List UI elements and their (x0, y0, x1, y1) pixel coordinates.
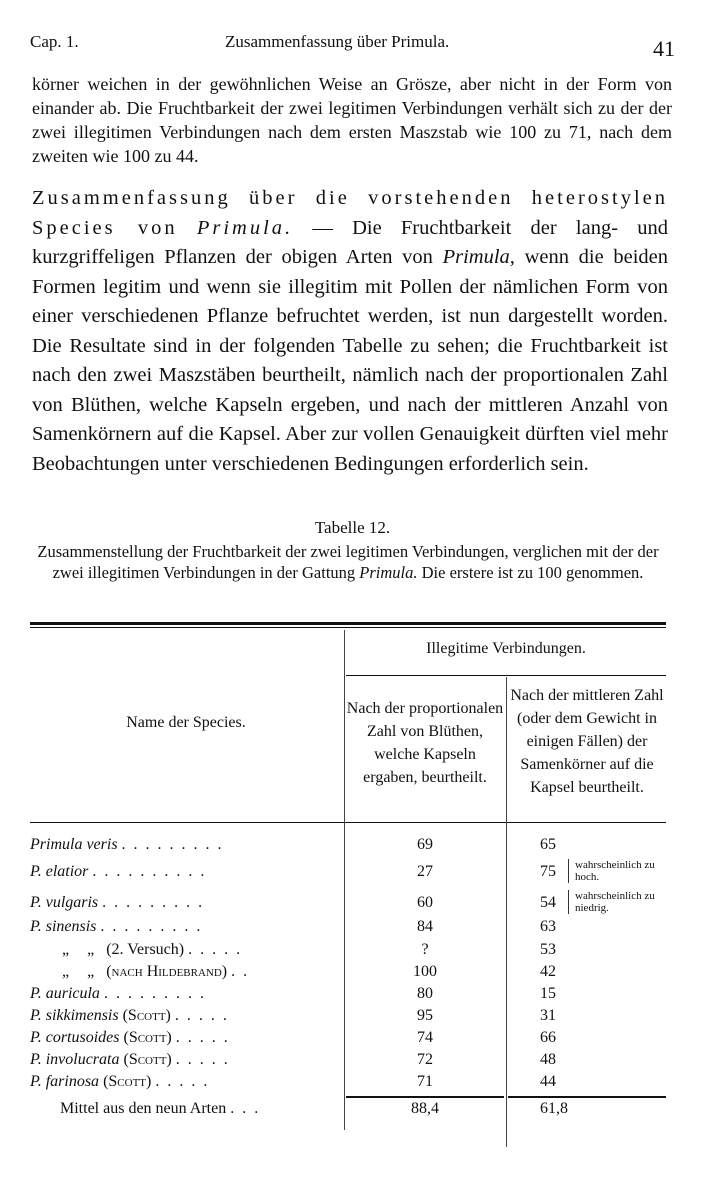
value-seeds: 31 (540, 1007, 556, 1024)
species-author: (Scott) (123, 1051, 172, 1068)
value-proportional: 71 (417, 1073, 433, 1090)
value-proportional: 95 (417, 1007, 433, 1024)
mean-rule-col2 (508, 1096, 666, 1098)
row-note: wahrscheinlich zu hoch. (568, 859, 671, 883)
summary-paragraph (32, 184, 668, 479)
value-proportional: 74 (417, 1029, 433, 1046)
species-note: (nach Hildebrand) (106, 963, 228, 980)
summary-heading: Zusammenfassung über die vorstehenden heterostylen Species von (32, 187, 668, 239)
species-note: (2. Versuch) (106, 941, 185, 958)
value-proportional: 60 (417, 894, 433, 911)
species-name: P. elatior (30, 863, 89, 880)
page-header (30, 28, 675, 61)
table-header-proportional: Nach der proportionalen Zahl von Blüthen, welche Kapseln ergaben, beurtheilt. (346, 700, 504, 786)
table-caption-a: Zusammenstellung der Fruchtbarkeit der zwei legitimen Verbindungen, verglichen mit der der zwei illegitimen Verbindungen in der Gattung (37, 542, 659, 582)
ditto-marks: „ „ (62, 941, 95, 958)
table-header-illegitime: Illegitime Verbindungen. (426, 640, 586, 657)
species-name: P. sikkimensis (30, 1007, 119, 1024)
value-seeds: 66 (540, 1029, 556, 1046)
value-seeds: 53 (540, 941, 556, 958)
paragraph-continuation: körner weichen in der gewöhnlichen Weise an Grösze, aber nicht in der Form von einander ab. Die Fruchtbarkeit der zwei legitimen Verbindungen verhält sich zu der der zwei illegitimen Verbindungen nach dem ersten Maszstab wie 100 zu 71, nach dem zweiten wie 100 zu 44. (32, 74, 672, 166)
table-top-rule-thick (30, 622, 666, 625)
table-row: P. auricula ......... 80 15 (30, 985, 556, 1002)
table-row: P. cortusoides (Scott) ..... 74 66 (30, 1029, 556, 1046)
value-seeds: 48 (540, 1051, 556, 1068)
table-header-bottom-rule (30, 822, 666, 823)
table-row: P. involucrata (Scott) ..... 72 48 (30, 1051, 556, 1068)
species-author: (Scott) (123, 1029, 172, 1046)
value-proportional: 80 (417, 985, 433, 1002)
value-seeds: 15 (540, 985, 556, 1002)
value-proportional: 72 (417, 1051, 433, 1068)
running-title: Zusammenfassung über Primula. (225, 32, 450, 51)
value-seeds: 75 (540, 863, 556, 880)
mean-label: Mittel aus den neun Arten (60, 1100, 227, 1117)
summary-body-genus: Primula, (442, 246, 515, 268)
species-author: (Scott) (122, 1007, 171, 1024)
summary-body-rest: wenn die beiden Formen legitim und wenn sie illegitim mit Pollen der nämlichen Form von einer verschiedenen Pflanze befruchtet werden, ist nun dargestellt worden. Die Resultate sind in der folgenden Tabelle zu sehen; die Fruchtbarkeit ist nach den zwei Maszstäben beurtheilt, nämlich nach der proportionalen Zahl von Blüthen, welche Kapseln ergeben, und nach der mittleren Anzahl von Samenkörnern auf die Kapsel. Aber zur vollen Genauigkeit dürften viel mehr Beobachtungen unter verschiedenen Bedingungen erforderlich sein. (32, 246, 669, 475)
summary-body: — Die Fruchtbarkeit der lang- und kurzgriffeligen Pflanzen der obigen Arten von (32, 216, 669, 268)
page-number: 41 (653, 36, 675, 61)
mean-value-proportional: 88,4 (411, 1100, 439, 1117)
table-row: P. farinosa (Scott) ..... 71 44 (30, 1073, 556, 1090)
value-seeds: 44 (540, 1073, 556, 1090)
table-row: P. elatior .......... 27 75 wahrscheinlich zu hoch. (0, 863, 705, 885)
mean-rule-col1 (346, 1096, 504, 1098)
species-name: P. auricula (30, 985, 100, 1002)
table-row: Primula veris ......... 69 65 (30, 836, 556, 853)
table-row: P. vulgaris ......... 60 54 wahrscheinlich zu niedrig. (0, 894, 705, 916)
value-seeds: 54 (540, 894, 556, 911)
table-title: Tabelle 12. (314, 518, 391, 537)
table-top-rule-thin (30, 627, 666, 628)
species-author: (Scott) (103, 1073, 152, 1090)
ditto-marks: „ „ (62, 963, 95, 980)
species-name: P. farinosa (30, 1073, 100, 1090)
table-caption-b: Die erstere ist zu 100 genommen. (421, 563, 644, 582)
value-proportional: 27 (417, 863, 433, 880)
species-name: P. involucrata (30, 1051, 120, 1068)
value-proportional: 69 (417, 836, 433, 853)
value-seeds: 65 (540, 836, 556, 853)
table-header-seed-count: Nach der mittleren Zahl (oder dem Gewicht in einigen Fällen) der Samenkörner auf die Kapsel beurtheilt. (510, 687, 664, 796)
species-name: Primula veris (30, 836, 118, 853)
table-header-name: Name der Species. (126, 714, 246, 731)
value-proportional: ? (421, 941, 429, 958)
table-row: „ „ (nach Hildebrand) .. 100 42 (0, 963, 705, 985)
row-note: wahrscheinlich zu niedrig. (568, 890, 671, 914)
species-name: P. sinensis (30, 918, 97, 935)
species-name: P. vulgaris (30, 894, 99, 911)
table-row: P. sinensis ......... 84 63 (30, 918, 556, 935)
species-name: P. cortusoides (30, 1029, 120, 1046)
summary-heading-genus: Primula. (196, 216, 294, 239)
chapter-label: Cap. 1. (30, 32, 79, 51)
value-proportional: 84 (417, 918, 433, 935)
value-proportional: 100 (413, 963, 437, 980)
table-row: „ „ (2. Versuch) ..... ? 53 (0, 941, 705, 963)
value-seeds: 42 (540, 963, 556, 980)
illegitime-group-rule (346, 675, 666, 676)
table-caption-genus: Primula. (359, 563, 418, 582)
table-row: P. sikkimensis (Scott) ..... 95 31 (30, 1007, 556, 1024)
mean-value-seeds: 61,8 (540, 1100, 568, 1117)
table-caption (30, 541, 666, 583)
value-seeds: 63 (540, 918, 556, 935)
